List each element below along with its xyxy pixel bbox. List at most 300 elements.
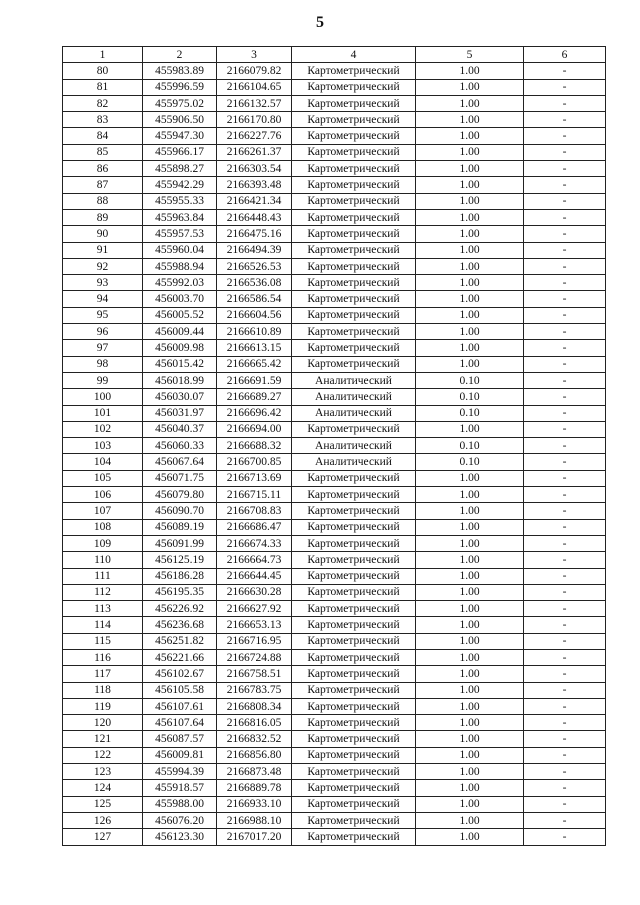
x-coordinate-cell: 456221.66 (143, 649, 217, 665)
method-cell: Картометрический (292, 340, 416, 356)
method-cell: Картометрический (292, 552, 416, 568)
x-coordinate-cell: 455992.03 (143, 275, 217, 291)
method-cell: Картометрический (292, 698, 416, 714)
accuracy-cell: 1.00 (416, 291, 524, 307)
x-coordinate-cell: 456186.28 (143, 568, 217, 584)
table-row (63, 519, 606, 535)
point-number-cell: 119 (63, 698, 143, 714)
x-coordinate-cell: 455975.02 (143, 95, 217, 111)
y-coordinate-cell: 2166393.48 (217, 177, 292, 193)
table-row (63, 128, 606, 144)
note-cell: - (524, 682, 606, 698)
accuracy-cell: 1.00 (416, 601, 524, 617)
x-coordinate-cell: 455960.04 (143, 242, 217, 258)
point-number-cell: 93 (63, 275, 143, 291)
point-number-cell: 96 (63, 324, 143, 340)
x-coordinate-cell: 456079.80 (143, 487, 217, 503)
accuracy-cell: 1.00 (416, 552, 524, 568)
x-coordinate-cell: 456087.57 (143, 731, 217, 747)
y-coordinate-cell: 2166475.16 (217, 226, 292, 242)
y-coordinate-cell: 2166627.92 (217, 601, 292, 617)
y-coordinate-cell: 2166132.57 (217, 95, 292, 111)
method-cell: Картометрический (292, 633, 416, 649)
table-row (63, 112, 606, 128)
x-coordinate-cell: 455918.57 (143, 780, 217, 796)
point-number-cell: 89 (63, 209, 143, 225)
x-coordinate-cell: 455963.84 (143, 209, 217, 225)
table-row (63, 470, 606, 486)
point-number-cell: 90 (63, 226, 143, 242)
y-coordinate-cell: 2166448.43 (217, 209, 292, 225)
table-row (63, 731, 606, 747)
note-cell: - (524, 698, 606, 714)
y-coordinate-cell: 2166688.32 (217, 438, 292, 454)
y-coordinate-cell: 2166610.89 (217, 324, 292, 340)
point-number-cell: 117 (63, 666, 143, 682)
table-row (63, 356, 606, 372)
y-coordinate-cell: 2166613.15 (217, 340, 292, 356)
accuracy-cell: 0.10 (416, 405, 524, 421)
accuracy-cell: 1.00 (416, 715, 524, 731)
table-row (63, 144, 606, 160)
y-coordinate-cell: 2166303.54 (217, 161, 292, 177)
point-number-cell: 95 (63, 307, 143, 323)
point-number-cell: 94 (63, 291, 143, 307)
x-coordinate-cell: 455994.39 (143, 764, 217, 780)
method-cell: Картометрический (292, 829, 416, 845)
method-cell: Картометрический (292, 177, 416, 193)
method-cell: Картометрический (292, 112, 416, 128)
x-coordinate-cell: 456089.19 (143, 519, 217, 535)
accuracy-cell: 1.00 (416, 649, 524, 665)
method-cell: Картометрический (292, 307, 416, 323)
x-coordinate-cell: 456195.35 (143, 584, 217, 600)
y-coordinate-cell: 2166808.34 (217, 698, 292, 714)
accuracy-cell: 1.00 (416, 780, 524, 796)
method-cell: Аналитический (292, 438, 416, 454)
table-row (63, 796, 606, 812)
point-number-cell: 127 (63, 829, 143, 845)
note-cell: - (524, 633, 606, 649)
note-cell: - (524, 764, 606, 780)
y-coordinate-cell: 2166665.42 (217, 356, 292, 372)
method-cell: Картометрический (292, 144, 416, 160)
point-number-cell: 80 (63, 63, 143, 79)
point-number-cell: 113 (63, 601, 143, 617)
table-row (63, 487, 606, 503)
y-coordinate-cell: 2166694.00 (217, 421, 292, 437)
accuracy-cell: 1.00 (416, 764, 524, 780)
accuracy-cell: 1.00 (416, 503, 524, 519)
y-coordinate-cell: 2166421.34 (217, 193, 292, 209)
accuracy-cell: 1.00 (416, 161, 524, 177)
y-coordinate-cell: 2167017.20 (217, 829, 292, 845)
y-coordinate-cell: 2166988.10 (217, 812, 292, 828)
accuracy-cell: 1.00 (416, 209, 524, 225)
point-number-cell: 123 (63, 764, 143, 780)
point-number-cell: 105 (63, 470, 143, 486)
method-cell: Картометрический (292, 79, 416, 95)
table-row (63, 649, 606, 665)
method-cell: Картометрический (292, 324, 416, 340)
method-cell: Картометрический (292, 780, 416, 796)
y-coordinate-cell: 2166933.10 (217, 796, 292, 812)
note-cell: - (524, 747, 606, 763)
accuracy-cell: 1.00 (416, 568, 524, 584)
y-coordinate-cell: 2166783.75 (217, 682, 292, 698)
table-row (63, 780, 606, 796)
point-number-cell: 85 (63, 144, 143, 160)
method-cell: Картометрический (292, 356, 416, 372)
x-coordinate-cell: 455996.59 (143, 79, 217, 95)
point-number-cell: 83 (63, 112, 143, 128)
method-cell: Аналитический (292, 372, 416, 388)
table-row (63, 405, 606, 421)
accuracy-cell: 1.00 (416, 698, 524, 714)
y-coordinate-cell: 2166889.78 (217, 780, 292, 796)
x-coordinate-cell: 456015.42 (143, 356, 217, 372)
column-header: 5 (416, 47, 524, 63)
point-number-cell: 107 (63, 503, 143, 519)
table-body (63, 63, 606, 845)
table-row (63, 307, 606, 323)
note-cell: - (524, 503, 606, 519)
accuracy-cell: 1.00 (416, 307, 524, 323)
table-row (63, 601, 606, 617)
accuracy-cell: 1.00 (416, 177, 524, 193)
point-number-cell: 97 (63, 340, 143, 356)
point-number-cell: 99 (63, 372, 143, 388)
y-coordinate-cell: 2166536.08 (217, 275, 292, 291)
method-cell: Картометрический (292, 682, 416, 698)
y-coordinate-cell: 2166170.80 (217, 112, 292, 128)
y-coordinate-cell: 2166696.42 (217, 405, 292, 421)
accuracy-cell: 1.00 (416, 666, 524, 682)
method-cell: Картометрический (292, 291, 416, 307)
x-coordinate-cell: 456105.58 (143, 682, 217, 698)
table-row (63, 698, 606, 714)
x-coordinate-cell: 455955.33 (143, 193, 217, 209)
x-coordinate-cell: 455966.17 (143, 144, 217, 160)
x-coordinate-cell: 456030.07 (143, 389, 217, 405)
note-cell: - (524, 95, 606, 111)
point-number-cell: 111 (63, 568, 143, 584)
table-row (63, 193, 606, 209)
y-coordinate-cell: 2166604.56 (217, 307, 292, 323)
point-number-cell: 92 (63, 258, 143, 274)
note-cell: - (524, 209, 606, 225)
table-row (63, 291, 606, 307)
x-coordinate-cell: 456091.99 (143, 535, 217, 551)
method-cell: Картометрический (292, 258, 416, 274)
column-header: 6 (524, 47, 606, 63)
method-cell: Картометрический (292, 731, 416, 747)
accuracy-cell: 1.00 (416, 617, 524, 633)
accuracy-cell: 0.10 (416, 438, 524, 454)
y-coordinate-cell: 2166227.76 (217, 128, 292, 144)
x-coordinate-cell: 456226.92 (143, 601, 217, 617)
x-coordinate-cell: 456009.98 (143, 340, 217, 356)
note-cell: - (524, 649, 606, 665)
y-coordinate-cell: 2166700.85 (217, 454, 292, 470)
method-cell: Картометрический (292, 275, 416, 291)
accuracy-cell: 1.00 (416, 112, 524, 128)
accuracy-cell: 1.00 (416, 193, 524, 209)
accuracy-cell: 0.10 (416, 454, 524, 470)
x-coordinate-cell: 455983.89 (143, 63, 217, 79)
note-cell: - (524, 454, 606, 470)
table-row (63, 275, 606, 291)
point-number-cell: 124 (63, 780, 143, 796)
point-number-cell: 91 (63, 242, 143, 258)
note-cell: - (524, 389, 606, 405)
point-number-cell: 88 (63, 193, 143, 209)
table-row (63, 503, 606, 519)
table-row (63, 568, 606, 584)
method-cell: Картометрический (292, 666, 416, 682)
method-cell: Картометрический (292, 747, 416, 763)
point-number-cell: 112 (63, 584, 143, 600)
note-cell: - (524, 177, 606, 193)
point-number-cell: 108 (63, 519, 143, 535)
note-cell: - (524, 356, 606, 372)
point-number-cell: 81 (63, 79, 143, 95)
note-cell: - (524, 438, 606, 454)
page-number: 5 (316, 14, 324, 31)
table-row (63, 389, 606, 405)
note-cell: - (524, 226, 606, 242)
note-cell: - (524, 161, 606, 177)
table-row (63, 242, 606, 258)
table-row (63, 682, 606, 698)
table-row (63, 438, 606, 454)
x-coordinate-cell: 456123.30 (143, 829, 217, 845)
method-cell: Картометрический (292, 503, 416, 519)
table-row (63, 829, 606, 845)
accuracy-cell: 1.00 (416, 242, 524, 258)
accuracy-cell: 1.00 (416, 128, 524, 144)
accuracy-cell: 1.00 (416, 796, 524, 812)
note-cell: - (524, 112, 606, 128)
accuracy-cell: 1.00 (416, 144, 524, 160)
x-coordinate-cell: 456107.61 (143, 698, 217, 714)
table-row (63, 79, 606, 95)
y-coordinate-cell: 2166104.65 (217, 79, 292, 95)
x-coordinate-cell: 456251.82 (143, 633, 217, 649)
method-cell: Картометрический (292, 601, 416, 617)
note-cell: - (524, 715, 606, 731)
accuracy-cell: 1.00 (416, 747, 524, 763)
y-coordinate-cell: 2166873.48 (217, 764, 292, 780)
note-cell: - (524, 666, 606, 682)
y-coordinate-cell: 2166664.73 (217, 552, 292, 568)
note-cell: - (524, 63, 606, 79)
method-cell: Картометрический (292, 421, 416, 437)
note-cell: - (524, 812, 606, 828)
method-cell: Картометрический (292, 487, 416, 503)
coordinates-table (62, 46, 606, 846)
note-cell: - (524, 601, 606, 617)
y-coordinate-cell: 2166494.39 (217, 242, 292, 258)
table-row (63, 209, 606, 225)
method-cell: Картометрический (292, 63, 416, 79)
y-coordinate-cell: 2166526.53 (217, 258, 292, 274)
note-cell: - (524, 79, 606, 95)
y-coordinate-cell: 2166689.27 (217, 389, 292, 405)
point-number-cell: 104 (63, 454, 143, 470)
note-cell: - (524, 796, 606, 812)
x-coordinate-cell: 456009.44 (143, 324, 217, 340)
point-number-cell: 86 (63, 161, 143, 177)
method-cell: Картометрический (292, 470, 416, 486)
point-number-cell: 103 (63, 438, 143, 454)
column-header: 3 (217, 47, 292, 63)
x-coordinate-cell: 456040.37 (143, 421, 217, 437)
method-cell: Картометрический (292, 568, 416, 584)
table-row (63, 764, 606, 780)
x-coordinate-cell: 456090.70 (143, 503, 217, 519)
accuracy-cell: 1.00 (416, 812, 524, 828)
table-row (63, 812, 606, 828)
point-number-cell: 82 (63, 95, 143, 111)
note-cell: - (524, 731, 606, 747)
point-number-cell: 84 (63, 128, 143, 144)
y-coordinate-cell: 2166856.80 (217, 747, 292, 763)
note-cell: - (524, 340, 606, 356)
x-coordinate-cell: 456125.19 (143, 552, 217, 568)
point-number-cell: 122 (63, 747, 143, 763)
point-number-cell: 115 (63, 633, 143, 649)
x-coordinate-cell: 456003.70 (143, 291, 217, 307)
accuracy-cell: 1.00 (416, 356, 524, 372)
accuracy-cell: 1.00 (416, 275, 524, 291)
x-coordinate-cell: 455947.30 (143, 128, 217, 144)
x-coordinate-cell: 455942.29 (143, 177, 217, 193)
note-cell: - (524, 552, 606, 568)
table-row (63, 258, 606, 274)
method-cell: Картометрический (292, 519, 416, 535)
table-row (63, 535, 606, 551)
point-number-cell: 109 (63, 535, 143, 551)
x-coordinate-cell: 456236.68 (143, 617, 217, 633)
method-cell: Картометрический (292, 584, 416, 600)
x-coordinate-cell: 455906.50 (143, 112, 217, 128)
x-coordinate-cell: 455988.00 (143, 796, 217, 812)
table-row (63, 324, 606, 340)
point-number-cell: 126 (63, 812, 143, 828)
accuracy-cell: 0.10 (416, 372, 524, 388)
accuracy-cell: 1.00 (416, 95, 524, 111)
method-cell: Аналитический (292, 389, 416, 405)
point-number-cell: 116 (63, 649, 143, 665)
method-cell: Картометрический (292, 617, 416, 633)
y-coordinate-cell: 2166630.28 (217, 584, 292, 600)
table-header-row (63, 47, 606, 63)
point-number-cell: 101 (63, 405, 143, 421)
y-coordinate-cell: 2166691.59 (217, 372, 292, 388)
note-cell: - (524, 144, 606, 160)
note-cell: - (524, 242, 606, 258)
point-number-cell: 114 (63, 617, 143, 633)
accuracy-cell: 1.00 (416, 63, 524, 79)
method-cell: Картометрический (292, 226, 416, 242)
accuracy-cell: 1.00 (416, 79, 524, 95)
x-coordinate-cell: 456009.81 (143, 747, 217, 763)
x-coordinate-cell: 456060.33 (143, 438, 217, 454)
point-number-cell: 106 (63, 487, 143, 503)
point-number-cell: 100 (63, 389, 143, 405)
y-coordinate-cell: 2166079.82 (217, 63, 292, 79)
x-coordinate-cell: 456005.52 (143, 307, 217, 323)
method-cell: Аналитический (292, 405, 416, 421)
table-row (63, 617, 606, 633)
table-row (63, 421, 606, 437)
point-number-cell: 87 (63, 177, 143, 193)
table-row (63, 552, 606, 568)
x-coordinate-cell: 455898.27 (143, 161, 217, 177)
accuracy-cell: 1.00 (416, 324, 524, 340)
method-cell: Картометрический (292, 764, 416, 780)
x-coordinate-cell: 456107.64 (143, 715, 217, 731)
note-cell: - (524, 193, 606, 209)
point-number-cell: 125 (63, 796, 143, 812)
point-number-cell: 121 (63, 731, 143, 747)
note-cell: - (524, 584, 606, 600)
method-cell: Картометрический (292, 796, 416, 812)
y-coordinate-cell: 2166724.88 (217, 649, 292, 665)
method-cell: Аналитический (292, 454, 416, 470)
method-cell: Картометрический (292, 715, 416, 731)
table-row (63, 666, 606, 682)
table-row (63, 584, 606, 600)
table-row (63, 63, 606, 79)
x-coordinate-cell: 456102.67 (143, 666, 217, 682)
accuracy-cell: 1.00 (416, 226, 524, 242)
x-coordinate-cell: 456076.20 (143, 812, 217, 828)
y-coordinate-cell: 2166644.45 (217, 568, 292, 584)
note-cell: - (524, 780, 606, 796)
table-row (63, 161, 606, 177)
method-cell: Картометрический (292, 649, 416, 665)
method-cell: Картометрический (292, 95, 416, 111)
table-row (63, 715, 606, 731)
point-number-cell: 102 (63, 421, 143, 437)
accuracy-cell: 1.00 (416, 421, 524, 437)
table-row (63, 340, 606, 356)
y-coordinate-cell: 2166653.13 (217, 617, 292, 633)
note-cell: - (524, 128, 606, 144)
y-coordinate-cell: 2166674.33 (217, 535, 292, 551)
column-header: 4 (292, 47, 416, 63)
method-cell: Картометрический (292, 209, 416, 225)
x-coordinate-cell: 456067.64 (143, 454, 217, 470)
point-number-cell: 98 (63, 356, 143, 372)
table-row (63, 454, 606, 470)
note-cell: - (524, 519, 606, 535)
x-coordinate-cell: 456031.97 (143, 405, 217, 421)
table-row (63, 226, 606, 242)
y-coordinate-cell: 2166816.05 (217, 715, 292, 731)
note-cell: - (524, 487, 606, 503)
x-coordinate-cell: 455957.53 (143, 226, 217, 242)
column-header: 2 (143, 47, 217, 63)
point-number-cell: 120 (63, 715, 143, 731)
accuracy-cell: 1.00 (416, 731, 524, 747)
point-number-cell: 110 (63, 552, 143, 568)
note-cell: - (524, 372, 606, 388)
table-row (63, 372, 606, 388)
x-coordinate-cell: 456018.99 (143, 372, 217, 388)
